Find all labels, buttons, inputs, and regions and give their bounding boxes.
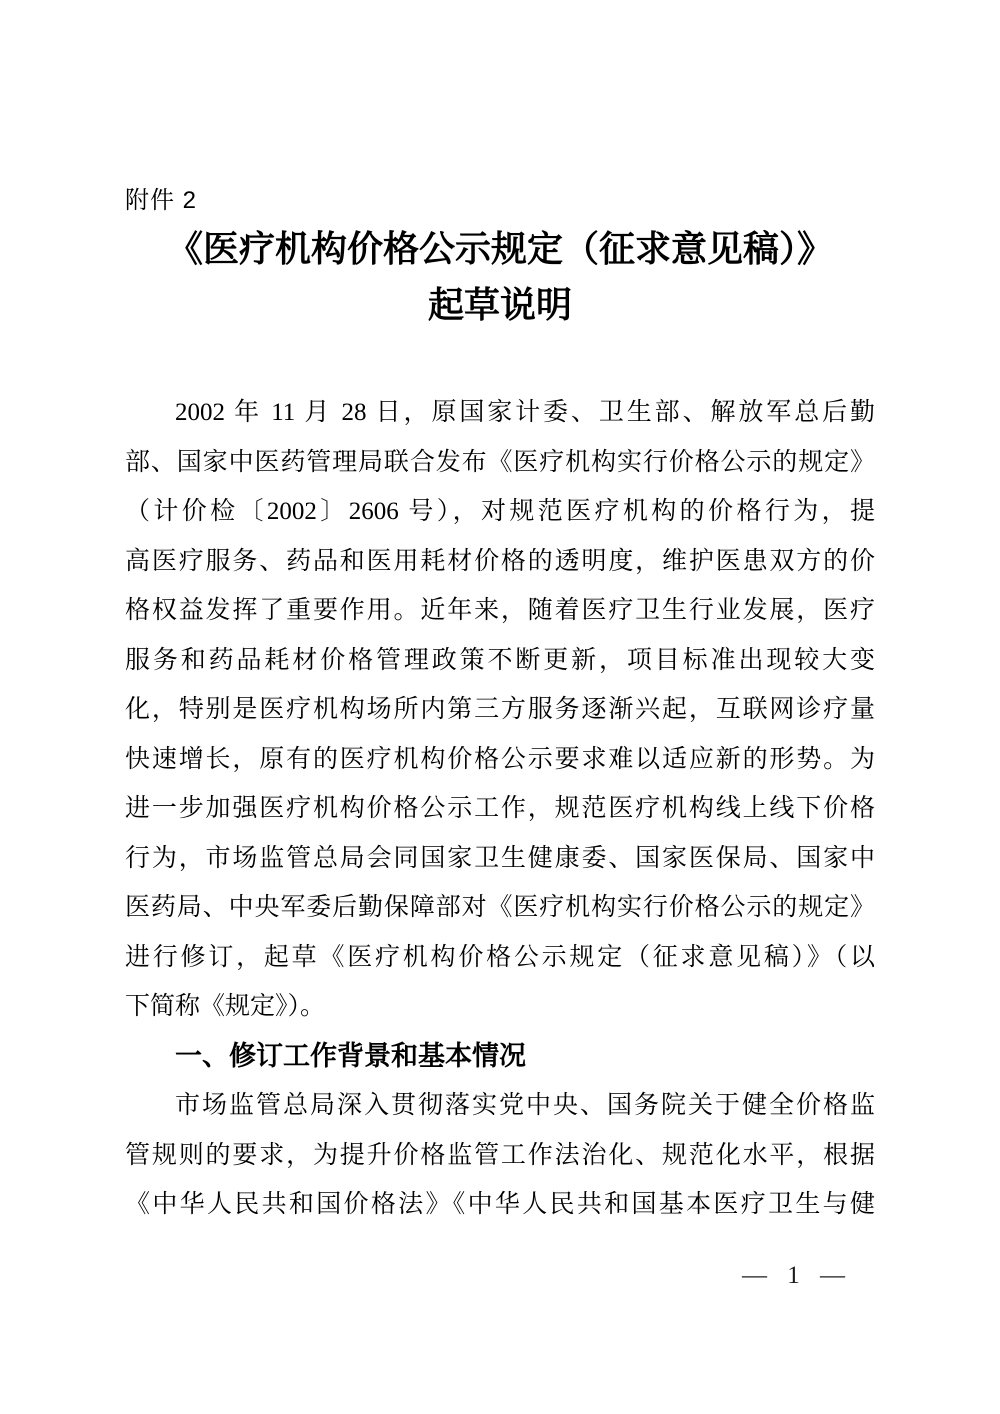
paragraph-line: 行为，市场监管总局会同国家卫生健康委、国家医保局、国家中	[125, 844, 875, 872]
paragraph-line: 格权益发挥了重要作用。近年来，随着医疗卫生行业发展，医疗	[125, 597, 875, 624]
paragraph-line: 部、国家中医药管理局联合发布《医疗机构实行价格公示的规定》	[125, 448, 875, 476]
paragraph-line: 快速增长，原有的医疗机构价格公示要求难以适应新的形势。为	[125, 745, 875, 773]
paragraph-line: 2002 年 11 月 28 日，原国家计委、卫生部、解放军总后勤	[175, 399, 875, 426]
document-body	[125, 388, 875, 1230]
paragraph-line: （计价检〔2002〕2606 号），对规范医疗机构的价格行为，提	[125, 498, 875, 525]
paragraph-line: 高医疗服务、药品和医用耗材价格的透明度，维护医患双方的价	[125, 547, 875, 575]
paragraph-line: 管规则的要求，为提升价格监管工作法治化、规范化水平，根据	[125, 1141, 875, 1169]
paragraph-line: 医药局、中央军委后勤保障部对《医疗机构实行价格公示的规定》	[125, 894, 875, 921]
attachment-label: 附件 2	[125, 187, 198, 214]
section-heading: 一、修订工作背景和基本情况	[175, 1040, 526, 1071]
paragraph-line: 进一步加强医疗机构价格公示工作，规范医疗机构线上线下价格	[125, 795, 875, 822]
paragraph-line: 化，特别是医疗机构场所内第三方服务逐渐兴起，互联网诊疗量	[125, 696, 875, 723]
paragraph-line: 进行修订，起草《医疗机构价格公示规定（征求意见稿）》（以	[125, 943, 875, 971]
document-title	[125, 221, 875, 333]
paragraph-line: 下简称《规定》）。	[125, 993, 326, 1020]
document-title-line-1: 《医疗机构价格公示规定（征求意见稿）》	[166, 229, 833, 269]
paragraph-line: 市场监管总局深入贯彻落实党中央、国务院关于健全价格监	[175, 1092, 875, 1119]
paragraph-line: 《中华人民共和国价格法》《中华人民共和国基本医疗卫生与健	[125, 1191, 875, 1218]
document-title-line-2: 起草说明	[427, 285, 572, 325]
paragraph-line: 服务和药品耗材价格管理政策不断更新，项目标准出现较大变	[125, 646, 875, 674]
page-number: — 1 —	[742, 1262, 845, 1289]
